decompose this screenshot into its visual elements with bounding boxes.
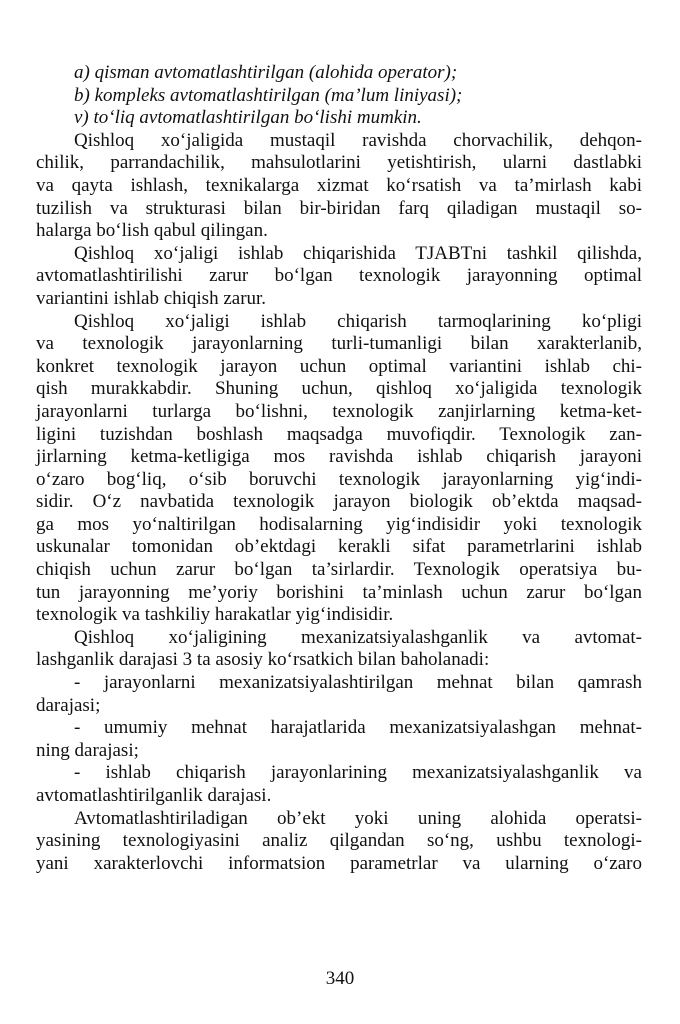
text-line: tuzilish va strukturasi bilan bir-biridan farq qiladigan mustaqil so- bbox=[36, 197, 642, 219]
text-line: qish murakkabdir. Shuning uchun, qishloq xo‘jaligida texnologik bbox=[36, 378, 642, 400]
text-line: variantini ishlab chiqish zarur. bbox=[36, 287, 267, 309]
options-list bbox=[36, 62, 642, 130]
text-line: Qishloq xo‘jaligida mustaqil ravishda chorvachilik, dehqon- bbox=[74, 129, 642, 151]
text-line: konkret texnologik jarayon uchun optimal variantini ishlab chi- bbox=[36, 355, 642, 377]
text-line: va qayta ishlash, texnikalarga xizmat ko‘rsatish va ta’mirlash kabi bbox=[36, 174, 642, 196]
text-line: - umumiy mehnat harajatlarida mexanizatsiyalashgan mehnat- bbox=[74, 717, 642, 739]
text-line: chiqish uchun zarur bo‘lgan ta’sirlardir. Texnologik operatsiya bu- bbox=[36, 559, 642, 581]
bullet-item-2 bbox=[36, 717, 642, 762]
paragraph-1 bbox=[36, 130, 642, 243]
text-line: Qishloq xo‘jaligi ishlab chiqarishida TJABTni tashkil qilishda, bbox=[74, 242, 642, 264]
text-line: chilik, parrandachilik, mahsulotlarini yetishtirish, ularni dastlabki bbox=[36, 152, 642, 174]
text-line: Avtomatlashtiriladigan ob’ekt yoki uning alohida operatsi- bbox=[74, 807, 642, 829]
text-line: jarayonlarni turlarga bo‘lishni, texnologik zanjirlarning ketma-ket- bbox=[36, 400, 642, 422]
option-a: a) qisman avtomatlashtirilgan (alohida operator); bbox=[74, 62, 458, 83]
paragraph-4 bbox=[36, 627, 642, 672]
text-line: ga mos yo‘naltirilgan hodisalarning yig‘indisidir yoki texnologik bbox=[36, 513, 642, 535]
bullet-item-1 bbox=[36, 672, 642, 717]
text-line: yani xarakterlovchi informatsion parametrlar va ularning o‘zaro bbox=[36, 852, 642, 874]
text-line: yasining texnologiyasini analiz qilgandan so‘ng, ushbu texnologi- bbox=[36, 830, 642, 852]
text-line: avtomatlashtirilishi zarur bo‘lgan texnologik jarayonning optimal bbox=[36, 265, 642, 287]
page-body bbox=[36, 62, 642, 875]
text-line: darajasi; bbox=[36, 694, 101, 716]
bullet-item-3 bbox=[36, 762, 642, 807]
text-line: ligini tuzishdan boshlash maqsadga muvofiqdir. Texnologik zan- bbox=[36, 423, 642, 445]
option-b: b) kompleks avtomatlashtirilgan (ma’lum liniyasi); bbox=[74, 84, 463, 106]
text-line: halarga bo‘lish qabul qilingan. bbox=[36, 220, 268, 242]
text-line: lashganlik darajasi 3 ta asosiy ko‘rsatkich bilan baholanadi: bbox=[36, 649, 490, 671]
text-line: - ishlab chiqarish jarayonlarining mexanizatsiyalashganlik va bbox=[74, 762, 642, 784]
text-line: uskunalar tomonidan ob’ektdagi kerakli sifat parametrlarini ishlab bbox=[36, 536, 642, 558]
text-line: - jarayonlarni mexanizatsiyalashtirilgan mehnat bilan qamrash bbox=[74, 672, 642, 694]
text-line: sidir. O‘z navbatida texnologik jarayon biologik ob’ektda maqsad- bbox=[36, 491, 642, 513]
text-line: Qishloq xo‘jaligining mexanizatsiyalashganlik va avtomat- bbox=[74, 626, 642, 648]
option-v: v) to‘liq avtomatlashtirilgan bo‘lishi mumkin. bbox=[74, 107, 422, 129]
text-line: o‘zaro bog‘liq, o‘sib boruvchi texnologik jarayonlarning yig‘indi- bbox=[36, 468, 642, 490]
text-line: jirlarning ketma-ketligiga mos ravishda ishlab chiqarish jarayoni bbox=[36, 446, 642, 468]
paragraph-2 bbox=[36, 243, 642, 311]
text-line: avtomatlashtirilganlik darajasi. bbox=[36, 785, 272, 806]
text-line: tun jarayonning me’yoriy borishini ta’minlash uchun zarur bo‘lgan bbox=[36, 581, 642, 603]
paragraph-5 bbox=[36, 808, 642, 876]
text-line: va texnologik jarayonlarning turli-tumanligi bilan xarakterlanib, bbox=[36, 333, 642, 355]
text-line: texnologik va tashkiliy harakatlar yig‘indisidir. bbox=[36, 604, 394, 626]
page-number: 340 bbox=[325, 968, 355, 989]
paragraph-3 bbox=[36, 311, 642, 627]
text-line: Qishloq xo‘jaligi ishlab chiqarish tarmoqlarining ko‘pligi bbox=[74, 310, 642, 332]
text-line: ning darajasi; bbox=[36, 739, 139, 761]
